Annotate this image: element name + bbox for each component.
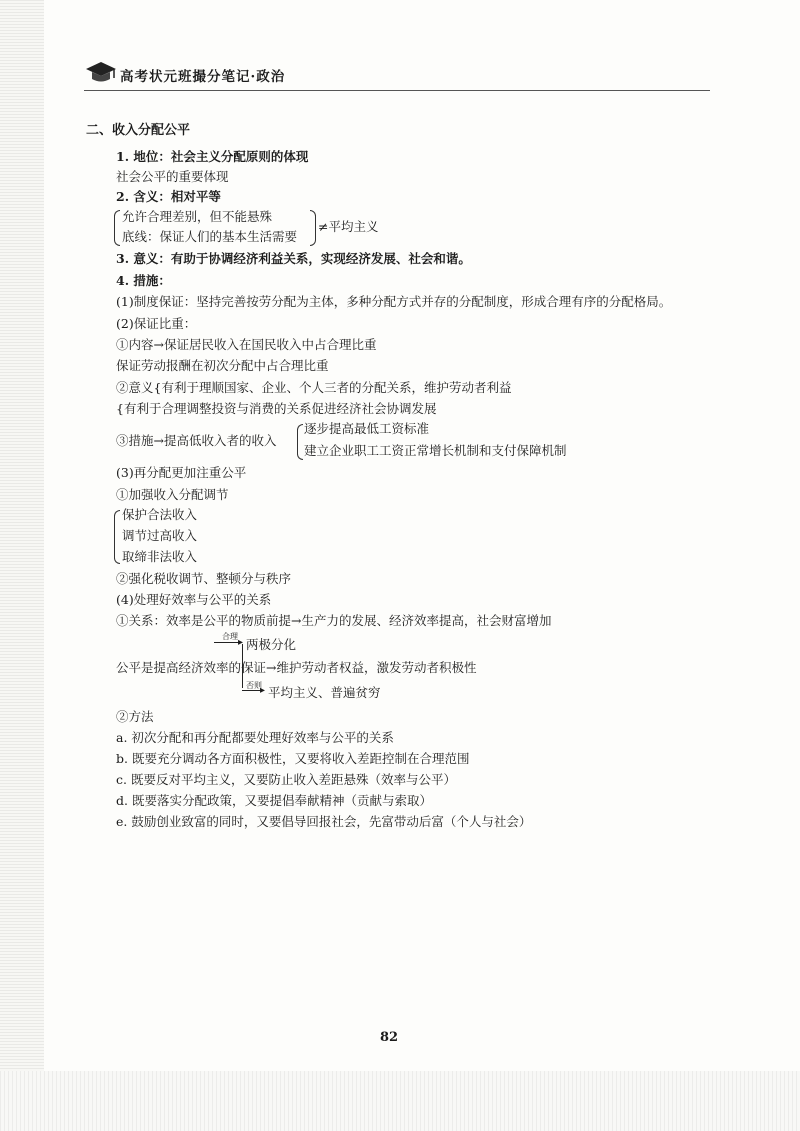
line-redistribution: (3)再分配更加注重公平	[116, 465, 247, 480]
section-title: 二、收入分配公平	[86, 123, 191, 138]
arrowhead-otherwise: ▸	[260, 685, 266, 696]
line-method-b: b. 既要充分调动各方面积极性，又要将收入差距控制在合理范围	[116, 751, 470, 766]
line-polarization: 两极分化	[246, 637, 297, 652]
label-reasonable: 合理	[222, 632, 238, 641]
line-labor-share: 保证劳动报酬在初次分配中占合理比重	[116, 358, 329, 373]
line-not-egalitarian: ≠平均主义	[318, 219, 379, 234]
brace-raise-income	[297, 424, 303, 460]
arrowhead-reasonable: ▸	[238, 637, 244, 648]
header-title: 高考状元班撮分笔记·政治	[120, 69, 286, 85]
line-min-wage: 逐步提高最低工资标准	[304, 421, 430, 436]
line-bottom-line: 底线：保证人们的基本生活需要	[122, 229, 298, 244]
line-ban-illegal: 取缔非法收入	[122, 549, 198, 564]
page-number: 82	[380, 1030, 399, 1045]
line-social-fairness: 社会公平的重要体现	[116, 169, 229, 184]
line-method-a: a. 初次分配和再分配都要处理好效率与公平的关系	[116, 730, 394, 745]
brace-meaning-right	[310, 210, 316, 246]
line-position: 1. 地位：社会主义分配原则的体现	[116, 149, 309, 164]
line-egalitarian-poverty: 平均主义、普遍贫穷	[268, 685, 381, 700]
brace-income-types	[114, 510, 120, 564]
line-method-e: e. 鼓励创业致富的同时，又要倡导回报社会，先富带动后富（个人与社会）	[116, 814, 532, 829]
line-significance: 3. 意义：有助于协调经济利益关系，实现经济发展、社会和谐。	[116, 251, 471, 266]
line-regulate-high: 调节过高收入	[122, 528, 198, 543]
line-tax-regulation: ②强化税收调节、整顿分与秩序	[116, 571, 292, 586]
label-otherwise: 否则	[246, 681, 262, 690]
line-strengthen-regulation: ①加强收入分配调节	[116, 487, 229, 502]
mortarboard-logo-icon	[84, 60, 118, 84]
line-meaning: 2. 含义：相对平等	[116, 189, 221, 204]
line-ensure-share: (2)保证比重：	[116, 316, 197, 331]
line-raise-low-income: ③措施→提高低收入者的收入	[116, 433, 277, 448]
line-allow-difference: 允许合理差别，但不能悬殊	[122, 209, 273, 224]
page-header	[84, 56, 710, 91]
line-efficiency-fairness: (4)处理好效率与公平的关系	[116, 592, 272, 607]
brace-meaning	[114, 210, 120, 246]
line-method-d: d. 既要落实分配政策，又要提倡奉献精神（贡献与索取）	[116, 793, 432, 808]
line-protect-legal: 保护合法收入	[122, 507, 198, 522]
line-fairness-guarantee: 公平是提高经济效率的保证→维护劳动者权益，激发劳动者积极性	[116, 660, 477, 675]
line-method-c: c. 既要反对平均主义，又要防止收入差距悬殊（效率与公平）	[116, 772, 456, 787]
line-wage-mechanism: 建立企业职工工资正常增长机制和支付保障机制	[304, 443, 567, 458]
arrow-reasonable	[214, 642, 240, 643]
line-method: ②方法	[116, 709, 154, 724]
line-content: ①内容→保证居民收入在国民收入中占合理比重	[116, 337, 377, 352]
line-significance-1: ②意义{有利于理顺国家、企业、个人三者的分配关系，维护劳动者利益	[116, 380, 512, 395]
scan-margin-texture	[0, 0, 44, 1131]
scan-bottom-texture	[0, 1071, 800, 1131]
line-relation-efficiency: ①关系：效率是公平的物质前提→生产力的发展、经济效率提高，社会财富增加	[116, 613, 552, 628]
line-significance-2: {有利于合理调整投资与消费的关系促进经济社会协调发展	[116, 401, 437, 416]
line-measures: 4. 措施：	[116, 273, 171, 288]
line-institution: (1)制度保证：坚持完善按劳分配为主体，多种分配方式并存的分配制度，形成合理有序的分配格局。	[116, 294, 672, 309]
